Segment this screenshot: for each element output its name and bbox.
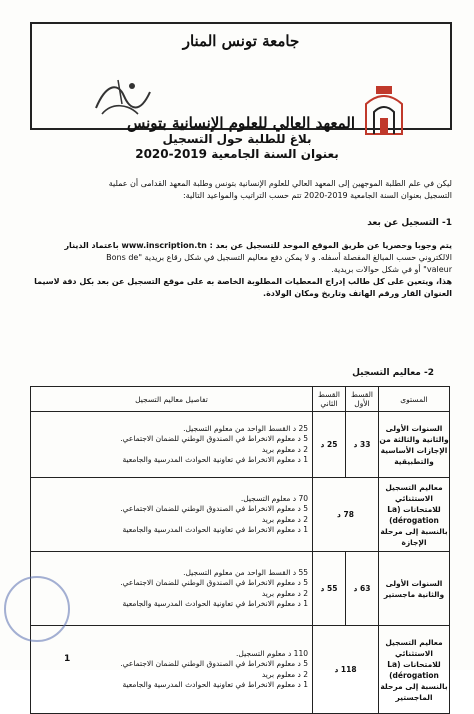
row-level: معاليم التسجيل الاستثنائي للامتحانات (La dérogation) بالنسبة إلى مرحلة الماجستير	[379, 626, 450, 714]
fees-table	[30, 386, 450, 714]
table-row	[31, 478, 450, 552]
notice-title: بلاغ للطلبة حول التسجيل	[162, 132, 312, 146]
row-level: السنوات الأولى والثانية والثالثة من الإجازات الأساسية والتطبيقية	[379, 412, 450, 478]
table-row	[31, 412, 450, 478]
notice-subtitle: بعنوان السنة الجامعية 2019-2020	[135, 147, 339, 161]
header-second-installment: القسط الثاني	[313, 387, 346, 412]
table-header-row	[31, 387, 450, 412]
letterhead-frame	[30, 22, 452, 130]
header-first-installment: القسط الأول	[346, 387, 379, 412]
header-level: المستوى	[379, 387, 450, 412]
row-details: 70 د معلوم التسجيل. 5 د معلوم الانخراط في الصندوق الوطني للضمان الاجتماعي. 2 د معلوم بريد 1 د معلوم الانخراط في تعاونية الحوادث المدرسية والجامعية	[31, 478, 313, 552]
row-first: 63 د	[346, 552, 379, 626]
university-name: جامعة تونس المنار	[182, 32, 300, 50]
row-first: 33 د	[346, 412, 379, 478]
official-stamp-icon	[4, 576, 70, 642]
row-details: 110 د معلوم التسجيل. 5 د معلوم الانخراط في الصندوق الوطني للضمان الاجتماعي. 2 د معلوم بريد 1 د معلوم الانخراط في تعاونية الحوادث المدرسية والجامعية	[31, 626, 313, 714]
intro-paragraph: ليكن في علم الطلبة الموجهين إلى المعهد العالي للعلوم الإنسانية بتونس وطلبة المعهد القدامى أن عملية التسجيل بعنوان السنة الجامعية 2019-2020 تتم حسب التراتيب والمواعيد التالية:	[108, 179, 452, 200]
row-details: 55 د القسط الواحد من معلوم التسجيل. 5 د معلوم الانخراط في الصندوق الوطني للضمان الاجتماعي. 2 د معلوم بريد 1 د معلوم الانخراط في تعاونية الحوادث المدرسية والجامعية	[31, 552, 313, 626]
section-1-heading: 1- التسجيل عن بعد	[367, 218, 452, 228]
table-row	[31, 552, 450, 626]
row-details: 25 د القسط الواحد من معلوم التسجيل. 5 د معلوم الانخراط في الصندوق الوطني للضمان الاجتماعي. 2 د معلوم بريد 1 د معلوم الانخراط في تعاونية الحوادث المدرسية والجامعية	[31, 412, 313, 478]
row-second: 25 د	[313, 412, 346, 478]
row-first: 118 د	[313, 626, 379, 714]
row-level: معاليم التسجيل الاستثنائي للامتحانات (La dérogation) بالنسبة إلى مرحلة الإجازة	[379, 478, 450, 552]
institute-name: المعهد العالي للعلوم الإنسانية بتونس	[126, 114, 356, 132]
row-second: 55 د	[313, 552, 346, 626]
header-details: تفاصيل معاليم التسجيل	[31, 387, 313, 412]
section-1-paragraph: يتم وجوبا وحصريا عن طريق الموقع الموحد للتسجيل عن بعد : www.inscription.tn باعتماد الدينار الالكتروني حسب المبالغ المفصلة أسفله. و لا يمكن دفع معاليم التسجيل في شكل رقاع بريدية "Bons de valeur" أو في شكل حوالات بريدية. هذا، ويتعين على كل طالب إدراج المعطيات المطلوبة الخاصة به على موقع التسجيل عن بعد بكل دقة لاسيما العنوان القار ورقم الهاتف وتاريخ ومكان الولادة.	[34, 241, 452, 298]
row-level: السنوات الأولى والثانية ماجستير	[379, 552, 450, 626]
row-first: 78 د	[313, 478, 379, 552]
section-2-heading: 2- معاليم التسجيل	[352, 368, 434, 378]
page-number: 1	[64, 654, 71, 664]
